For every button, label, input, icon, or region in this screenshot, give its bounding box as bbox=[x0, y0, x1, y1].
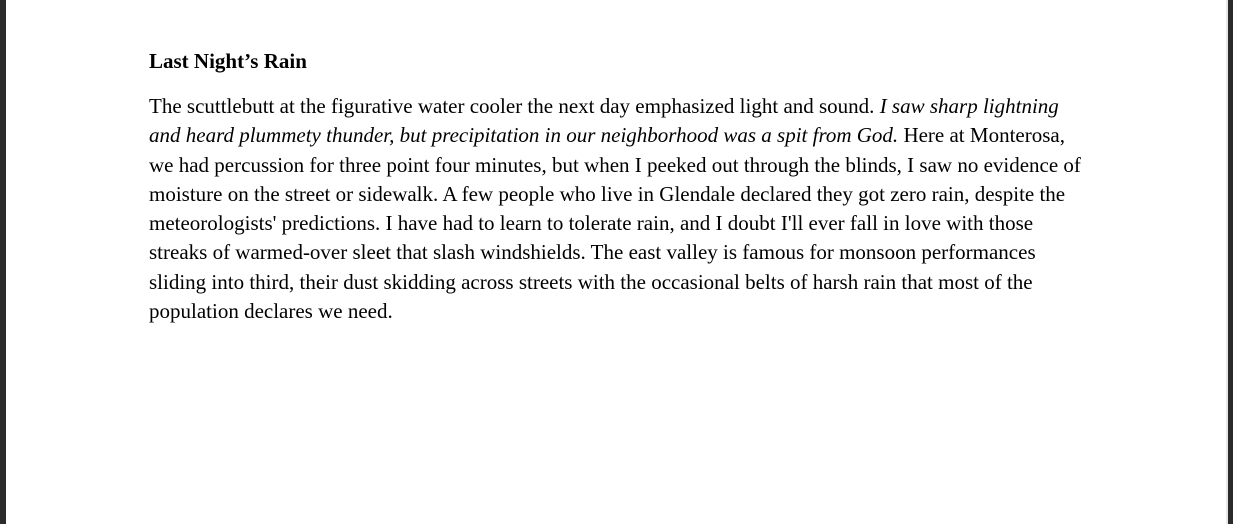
body-paragraph bbox=[149, 92, 1094, 326]
document-page bbox=[6, 0, 1226, 524]
viewer-right-border bbox=[1228, 0, 1233, 524]
paragraph-text-end: Here at Monterosa, we had percussion for three point four minutes, but when I peeked out through the blinds, I saw no evidence of moisture on the street or sidewalk. A few people who live in Glendale declared they got zero rain, despite the meteorologists' predictions. I have had to learn to tolerate rain, and I doubt I'll ever fall in love with those streaks of warmed-over sleet that slash windshields. The east valley is famous for monsoon performances sliding into third, their dust skidding across streets with the occasional belts of harsh rain that most of the population declares we need. bbox=[149, 123, 1081, 324]
cutoff-text-fragment bbox=[149, 0, 329, 3]
paragraph-text-start: The scuttlebutt at the figurative water cooler the next day emphasized light and sound. bbox=[149, 94, 880, 118]
section-heading: Last Night’s Rain bbox=[149, 49, 307, 73]
paragraph-italic-quote: I saw sharp lightning and heard plummety thunder, but precipitation in our neighborhood was a spit from God. bbox=[149, 94, 1059, 148]
